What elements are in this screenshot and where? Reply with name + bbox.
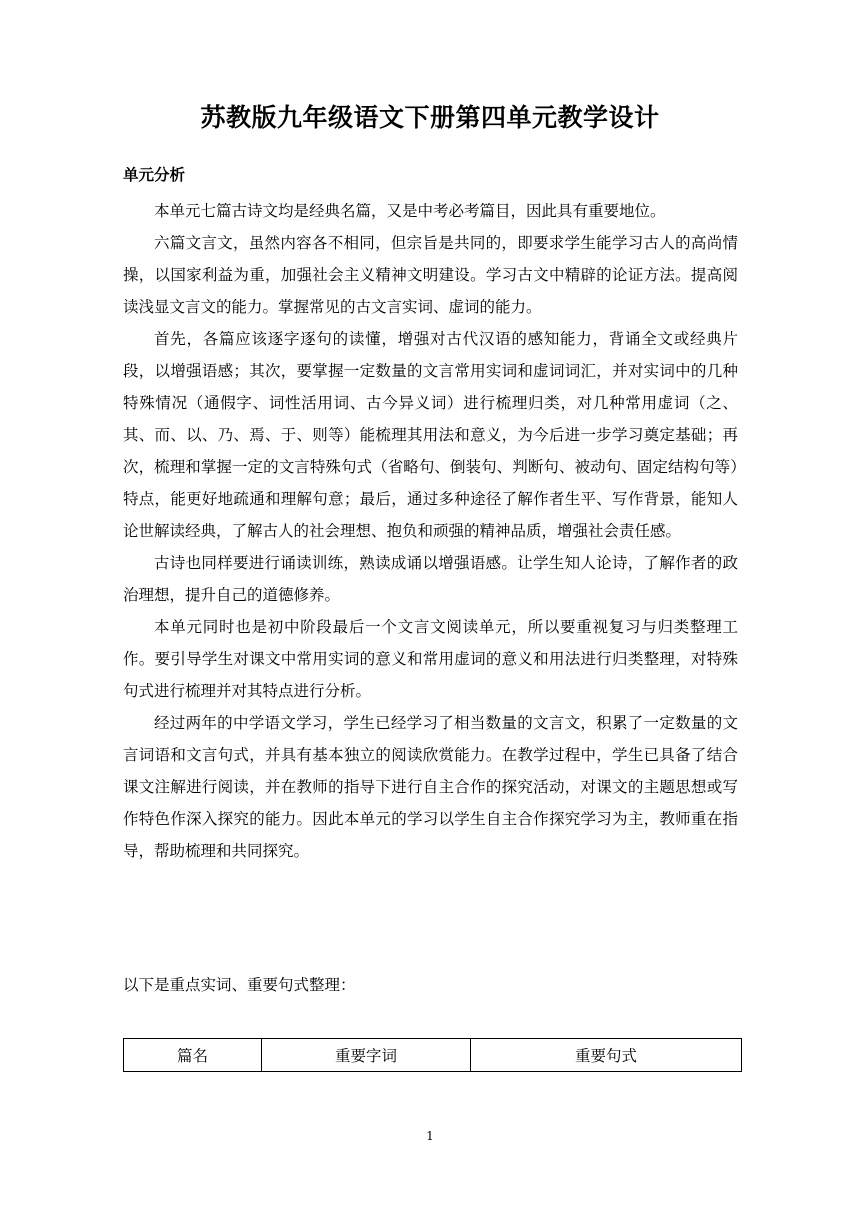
paragraph-4: 古诗也同样要进行诵读训练，熟读成诵以增强语感。让学生知人论诗，了解作者的政治理想，提升自己的道德修养。 bbox=[123, 554, 738, 604]
section-heading-unit-analysis: 单元分析 bbox=[123, 166, 186, 184]
document-title: 苏教版九年级语文下册第四单元教学设计 bbox=[200, 103, 660, 132]
vocabulary-table bbox=[123, 1038, 742, 1072]
paragraph-1: 本单元七篇古诗文均是经典名篇，又是中考必考篇目，因此具有重要地位。 bbox=[154, 202, 666, 220]
body-text bbox=[123, 195, 738, 867]
header-key-sentences: 重要句式 bbox=[471, 1039, 742, 1072]
paragraph-6: 经过两年的中学语文学习，学生已经学习了相当数量的文言文，积累了一定数量的文言词语和文言句式，并具有基本独立的阅读欣赏能力。在教学过程中，学生已具备了结合课文注解进行阅读，并在教师的指导下进行自主合作的探究活动，对课文的主题思想或写作特色作深入探究的能力。因此本单元的学习以学生自主合作探究学习为主，教师重在指导，帮助梳理和共同探究。 bbox=[123, 714, 738, 860]
paragraph-3: 首先，各篇应该逐字逐句的读懂，增强对古代汉语的感知能力，背诵全文或经典片段，以增强语感；其次，要掌握一定数量的文言常用实词和虚词词汇，并对实词中的几种特殊情况（通假字、词性活用词、古今异义词）进行梳理归类，对几种常用虚词（之、其、而、以、乃、焉、于、则等）能梳理其用法和意义，为今后进一步学习奠定基础；再次，梳理和掌握一定的文言特殊句式（省略句、倒装句、判断句、被动句、固定结构句等）特点，能更好地疏通和理解句意；最后，通过多种途径了解作者生平、写作背景，能知人论世解读经典，了解古人的社会理想、抱负和顽强的精神品质，增强社会责任感。 bbox=[123, 330, 738, 540]
table-intro-line: 以下是重点实词、重要句式整理： bbox=[123, 976, 356, 994]
header-key-words: 重要字词 bbox=[262, 1039, 471, 1072]
table-header-row bbox=[124, 1039, 742, 1072]
paragraph-5: 本单元同时也是初中阶段最后一个文言文阅读单元，所以要重视复习与归类整理工作。要引导学生对课文中常用实词的意义和常用虚词的意义和用法进行归类整理，对特殊句式进行梳理并对其特点进行分析。 bbox=[123, 618, 738, 700]
header-article-name: 篇名 bbox=[124, 1039, 262, 1072]
page-number: 1 bbox=[426, 1129, 434, 1143]
paragraph-2: 六篇文言文，虽然内容各不相同，但宗旨是共同的，即要求学生能学习古人的高尚情操，以国家利益为重，加强社会主义精神文明建设。学习古文中精辟的论证方法。提高阅读浅显文言文的能力。掌握常见的古文言实词、虚词的能力。 bbox=[123, 234, 738, 316]
